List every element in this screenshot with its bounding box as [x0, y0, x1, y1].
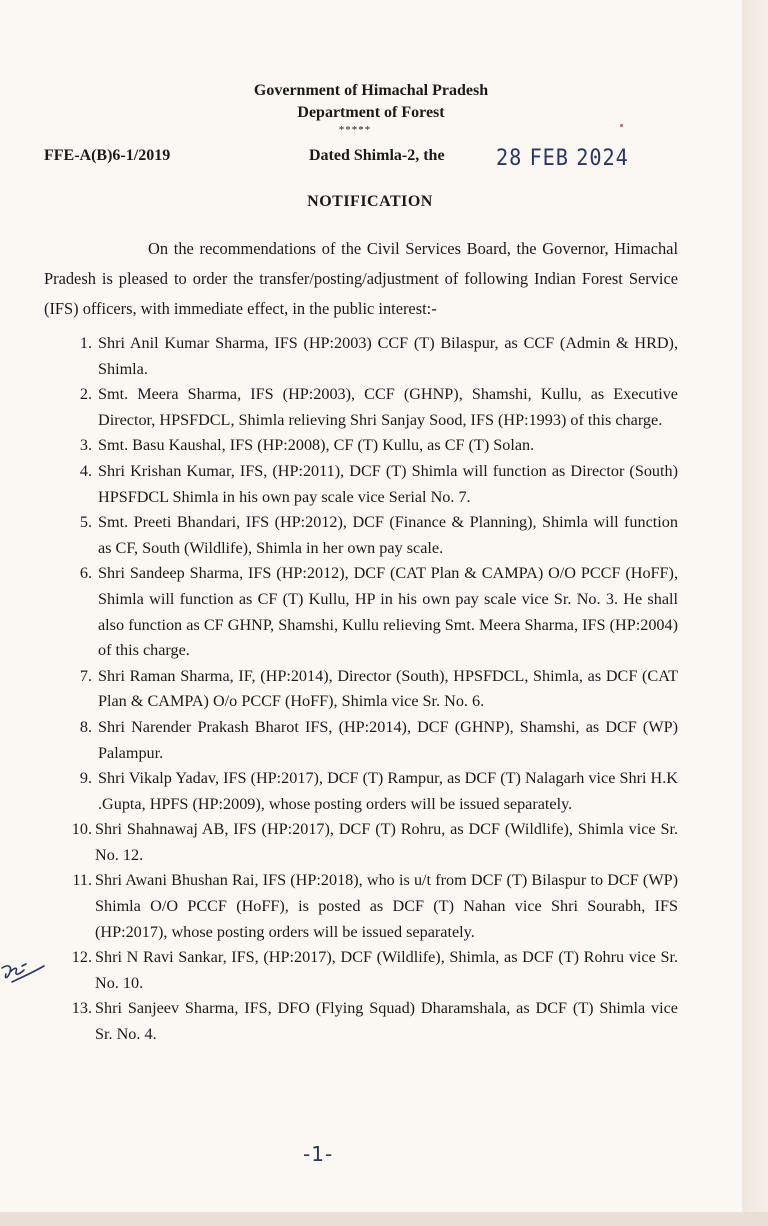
item-text: Shri N Ravi Sankar, IFS, (HP:2017), DCF (Wildlife), Shimla, as DCF (T) Rohru vice Sr. No. 10. — [95, 948, 678, 992]
list-item — [44, 715, 678, 766]
item-number: 9. — [79, 769, 92, 788]
item-text: Shri Narender Prakash Bharot IFS, (HP:2014), DCF (GHNP), Shamshi, as DCF (WP) Palampur. — [98, 717, 678, 762]
list-item — [44, 945, 678, 996]
item-number: 3. — [79, 436, 92, 455]
item-text: Shri Shahnawaj AB, IFS (HP:2017), DCF (T) Rohru, as DCF (Wildlife), Shimla vice Sr. No. 12. — [95, 820, 678, 864]
stamp-year: 2024 — [576, 146, 629, 171]
stamp-day: 28 — [496, 146, 523, 171]
separator-stars: ***** — [338, 124, 372, 136]
item-number: 7. — [79, 666, 92, 685]
notification-title: NOTIFICATION — [307, 193, 433, 210]
transfer-list — [44, 331, 678, 1048]
item-text: Shri Krishan Kumar, IFS, (HP:2011), DCF (T) Shimla will function as Director (South) HPSFDCL Shimla in his own pay scale vice Serial No. 7. — [98, 461, 678, 506]
list-item — [44, 382, 678, 433]
item-number: 8. — [79, 717, 92, 736]
list-item — [44, 868, 678, 945]
item-number: 13. — [71, 999, 92, 1018]
item-text: Shri Raman Sharma, IF, (HP:2014), Director (South), HPSFDCL, Shimla, as DCF (CAT Plan & CAMPA) O/o PCCF (HoFF), Shimla vice Sr. No. 6. — [98, 666, 678, 711]
item-number: 4. — [79, 461, 92, 480]
item-text: Smt. Meera Sharma, IFS (HP:2003), CCF (GHNP), Shamshi, Kullu, as Executive Director, HPSFDCL, Shimla relieving Shri Sanjay Sood, IFS (HP:1993) of this charge. — [98, 385, 678, 429]
intro-text: On the recommendations of the Civil Services Board, the Governor, Himachal Pradesh is pleased to order the transfer/posting/adjustment of following Indian Forest Service (IFS) officers, with immediate effect, in the public interest:- — [44, 239, 678, 318]
item-text: Shri Sandeep Sharma, IFS (HP:2012), DCF (CAT Plan & CAMPA) O/O PCCF (HoFF), Shimla will function as CF (T) Kullu, HP in his own pay scale vice Sr. No. 3. He shall also function as CF GHNP, Shamshi, Kullu relieving Smt. Meera Sharma, IFS (HP:2004) of this charge. — [98, 564, 678, 660]
government-heading: Government of Himachal Pradesh — [253, 82, 489, 99]
stamp-month: FEB — [529, 146, 569, 171]
item-text: Shri Anil Kumar Sharma, IFS (HP:2003) CCF (T) Bilaspur, as CCF (Admin & HRD), Shimla. — [98, 334, 678, 378]
list-item — [44, 433, 678, 459]
item-text: Shri Vikalp Yadav, IFS (HP:2017), DCF (T) Rampur, as DCF (T) Nalagarh vice Shri H.K .Gupta, HPFS (HP:2009), whose posting orders will be issued separately. — [98, 769, 678, 813]
list-item — [44, 817, 678, 868]
department-heading: Department of Forest — [297, 104, 445, 121]
item-number: 11. — [72, 871, 92, 890]
item-number: 10. — [71, 820, 92, 839]
list-item — [44, 996, 678, 1047]
item-number: 2. — [79, 385, 92, 404]
file-number: FFE-A(B)6-1/2019 — [44, 147, 171, 164]
item-text: Smt. Preeti Bhandari, IFS (HP:2012), DCF (Finance & Planning), Shimla will function as CF, South (Wildlife), Shimla in her own pay scale. — [98, 513, 678, 557]
item-number: 6. — [79, 564, 92, 583]
ink-dot — [620, 124, 623, 127]
item-number: 12. — [71, 948, 92, 967]
item-number: 1. — [79, 334, 92, 352]
margin-initials-signature — [0, 946, 50, 996]
list-item — [44, 331, 678, 382]
list-item — [44, 664, 678, 715]
dated-label: Dated Shimla-2, the — [309, 147, 445, 164]
item-number: 5. — [79, 513, 92, 532]
list-item — [44, 510, 678, 561]
list-item — [44, 766, 678, 817]
list-item — [44, 561, 678, 663]
page-number: -1- — [303, 1142, 334, 1166]
item-text: Smt. Basu Kaushal, IFS (HP:2008), CF (T) Kullu, as CF (T) Solan. — [98, 436, 535, 455]
intro-paragraph — [44, 234, 678, 324]
page-edge-right — [742, 0, 768, 1226]
page-edge-bottom — [0, 1212, 768, 1226]
date-stamp — [496, 146, 629, 171]
list-item — [44, 459, 678, 510]
item-text: Shri Awani Bhushan Rai, IFS (HP:2018), who is u/t from DCF (T) Bilaspur to DCF (WP) Shimla O/O PCCF (HoFF), is posted as DCF (T) Nahan vice Shri Sourabh, IFS (HP:2017), whose posting orders will be issued separately. — [95, 871, 678, 941]
item-text: Shri Sanjeev Sharma, IFS, DFO (Flying Squad) Dharamshala, as DCF (T) Shimla vice Sr. No. 4. — [95, 999, 678, 1044]
